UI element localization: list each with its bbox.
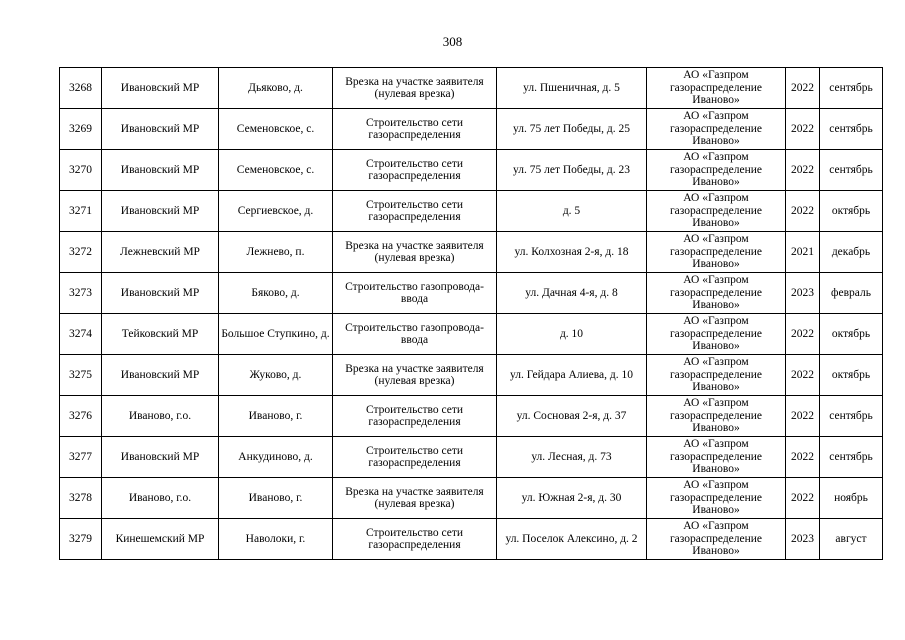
- operator-cell: [647, 232, 786, 273]
- operator-line: Иваново»: [692, 545, 740, 558]
- year-cell: 2022: [786, 355, 820, 396]
- locality-cell: Дьяково, д.: [219, 68, 333, 109]
- month-cell: сентябрь: [820, 150, 883, 191]
- address-cell: ул. Сосновая 2-я, д. 37: [497, 396, 647, 437]
- operator-line: Иваново»: [692, 217, 740, 230]
- work-type-cell: Строительство сети газораспределения: [333, 109, 497, 150]
- district-cell: Тейковский МР: [102, 314, 219, 355]
- operator-cell: [647, 355, 786, 396]
- work-type-cell: Врезка на участке заявителя (нулевая врезка): [333, 68, 497, 109]
- operator-line: Иваново»: [692, 422, 740, 435]
- operator-line: АО «Газпром: [683, 520, 749, 533]
- year-cell: 2022: [786, 109, 820, 150]
- gas-connection-table: [59, 67, 883, 560]
- operator-line: АО «Газпром: [683, 151, 749, 164]
- month-cell: ноябрь: [820, 478, 883, 519]
- locality-cell: Лежнево, п.: [219, 232, 333, 273]
- district-cell: Ивановский МР: [102, 68, 219, 109]
- district-cell: Ивановский МР: [102, 150, 219, 191]
- table-body: [60, 68, 883, 560]
- operator-line: газораспределение: [669, 491, 763, 504]
- locality-cell: Бяково, д.: [219, 273, 333, 314]
- operator-cell: [647, 191, 786, 232]
- operator-line: АО «Газпром: [683, 438, 749, 451]
- table-row: [60, 191, 883, 232]
- row-number-cell: 3274: [60, 314, 102, 355]
- year-cell: 2022: [786, 150, 820, 191]
- operator-cell: [647, 437, 786, 478]
- address-cell: ул. Пшеничная, д. 5: [497, 68, 647, 109]
- locality-cell: Семеновское, с.: [219, 109, 333, 150]
- table-row: [60, 232, 883, 273]
- district-cell: Лежневский МР: [102, 232, 219, 273]
- operator-line: газораспределение: [669, 532, 763, 545]
- table-row: [60, 396, 883, 437]
- work-type-cell: Строительство газопровода-ввода: [333, 273, 497, 314]
- row-number-cell: 3269: [60, 109, 102, 150]
- table-row: [60, 355, 883, 396]
- operator-line: АО «Газпром: [683, 110, 749, 123]
- row-number-cell: 3270: [60, 150, 102, 191]
- locality-cell: Наволоки, г.: [219, 519, 333, 560]
- work-type-cell: Врезка на участке заявителя (нулевая врезка): [333, 478, 497, 519]
- operator-cell: [647, 519, 786, 560]
- district-cell: Ивановский МР: [102, 109, 219, 150]
- row-number-cell: 3279: [60, 519, 102, 560]
- operator-line: газораспределение: [669, 368, 763, 381]
- operator-cell: [647, 478, 786, 519]
- address-cell: ул. Колхозная 2-я, д. 18: [497, 232, 647, 273]
- address-cell: ул. Дачная 4-я, д. 8: [497, 273, 647, 314]
- work-type-cell: Строительство сети газораспределения: [333, 519, 497, 560]
- table-row: [60, 150, 883, 191]
- address-cell: ул. Южная 2-я, д. 30: [497, 478, 647, 519]
- operator-cell: [647, 273, 786, 314]
- district-cell: Ивановский МР: [102, 355, 219, 396]
- row-number-cell: 3268: [60, 68, 102, 109]
- operator-line: Иваново»: [692, 299, 740, 312]
- month-cell: октябрь: [820, 355, 883, 396]
- operator-line: Иваново»: [692, 504, 740, 517]
- row-number-cell: 3276: [60, 396, 102, 437]
- operator-line: газораспределение: [669, 450, 763, 463]
- year-cell: 2022: [786, 191, 820, 232]
- year-cell: 2022: [786, 68, 820, 109]
- month-cell: февраль: [820, 273, 883, 314]
- district-cell: Кинешемский МР: [102, 519, 219, 560]
- month-cell: сентябрь: [820, 437, 883, 478]
- address-cell: д. 10: [497, 314, 647, 355]
- operator-line: АО «Газпром: [683, 192, 749, 205]
- operator-line: газораспределение: [669, 245, 763, 258]
- operator-line: Иваново»: [692, 381, 740, 394]
- month-cell: октябрь: [820, 314, 883, 355]
- month-cell: октябрь: [820, 191, 883, 232]
- operator-cell: [647, 396, 786, 437]
- row-number-cell: 3277: [60, 437, 102, 478]
- operator-cell: [647, 68, 786, 109]
- operator-cell: [647, 109, 786, 150]
- locality-cell: Жуково, д.: [219, 355, 333, 396]
- district-cell: Ивановский МР: [102, 191, 219, 232]
- locality-cell: Большое Ступкино, д.: [219, 314, 333, 355]
- district-cell: Ивановский МР: [102, 273, 219, 314]
- row-number-cell: 3273: [60, 273, 102, 314]
- table-row: [60, 68, 883, 109]
- row-number-cell: 3272: [60, 232, 102, 273]
- operator-line: газораспределение: [669, 204, 763, 217]
- district-cell: Иваново, г.о.: [102, 396, 219, 437]
- table-row: [60, 273, 883, 314]
- year-cell: 2022: [786, 478, 820, 519]
- year-cell: 2022: [786, 437, 820, 478]
- locality-cell: Семеновское, с.: [219, 150, 333, 191]
- operator-line: АО «Газпром: [683, 233, 749, 246]
- operator-line: газораспределение: [669, 327, 763, 340]
- address-cell: ул. Лесная, д. 73: [497, 437, 647, 478]
- operator-line: АО «Газпром: [683, 356, 749, 369]
- row-number-cell: 3278: [60, 478, 102, 519]
- locality-cell: Анкудиново, д.: [219, 437, 333, 478]
- operator-cell: [647, 314, 786, 355]
- table-row: [60, 478, 883, 519]
- operator-line: Иваново»: [692, 176, 740, 189]
- address-cell: ул. 75 лет Победы, д. 25: [497, 109, 647, 150]
- operator-line: Иваново»: [692, 340, 740, 353]
- operator-line: газораспределение: [669, 81, 763, 94]
- year-cell: 2022: [786, 396, 820, 437]
- row-number-cell: 3275: [60, 355, 102, 396]
- locality-cell: Сергиевское, д.: [219, 191, 333, 232]
- table-row: [60, 314, 883, 355]
- table-row: [60, 109, 883, 150]
- work-type-cell: Строительство сети газораспределения: [333, 437, 497, 478]
- year-cell: 2021: [786, 232, 820, 273]
- operator-line: АО «Газпром: [683, 274, 749, 287]
- work-type-cell: Строительство сети газораспределения: [333, 150, 497, 191]
- operator-line: газораспределение: [669, 163, 763, 176]
- operator-line: Иваново»: [692, 94, 740, 107]
- locality-cell: Иваново, г.: [219, 396, 333, 437]
- operator-line: Иваново»: [692, 135, 740, 148]
- month-cell: декабрь: [820, 232, 883, 273]
- operator-line: АО «Газпром: [683, 69, 749, 82]
- month-cell: август: [820, 519, 883, 560]
- address-cell: д. 5: [497, 191, 647, 232]
- operator-line: АО «Газпром: [683, 315, 749, 328]
- district-cell: Иваново, г.о.: [102, 478, 219, 519]
- table-row: [60, 519, 883, 560]
- operator-cell: [647, 150, 786, 191]
- work-type-cell: Врезка на участке заявителя (нулевая врезка): [333, 355, 497, 396]
- operator-line: газораспределение: [669, 122, 763, 135]
- operator-line: АО «Газпром: [683, 479, 749, 492]
- address-cell: ул. 75 лет Победы, д. 23: [497, 150, 647, 191]
- year-cell: 2023: [786, 519, 820, 560]
- work-type-cell: Строительство сети газораспределения: [333, 191, 497, 232]
- work-type-cell: Строительство газопровода-ввода: [333, 314, 497, 355]
- row-number-cell: 3271: [60, 191, 102, 232]
- operator-line: газораспределение: [669, 286, 763, 299]
- work-type-cell: Врезка на участке заявителя (нулевая врезка): [333, 232, 497, 273]
- operator-line: АО «Газпром: [683, 397, 749, 410]
- month-cell: сентябрь: [820, 68, 883, 109]
- table-row: [60, 437, 883, 478]
- month-cell: сентябрь: [820, 396, 883, 437]
- address-cell: ул. Поселок Алексино, д. 2: [497, 519, 647, 560]
- operator-line: Иваново»: [692, 463, 740, 476]
- work-type-cell: Строительство сети газораспределения: [333, 396, 497, 437]
- month-cell: сентябрь: [820, 109, 883, 150]
- operator-line: газораспределение: [669, 409, 763, 422]
- year-cell: 2022: [786, 314, 820, 355]
- locality-cell: Иваново, г.: [219, 478, 333, 519]
- page-number: 308: [442, 34, 463, 49]
- operator-line: Иваново»: [692, 258, 740, 271]
- address-cell: ул. Гейдара Алиева, д. 10: [497, 355, 647, 396]
- year-cell: 2023: [786, 273, 820, 314]
- district-cell: Ивановский МР: [102, 437, 219, 478]
